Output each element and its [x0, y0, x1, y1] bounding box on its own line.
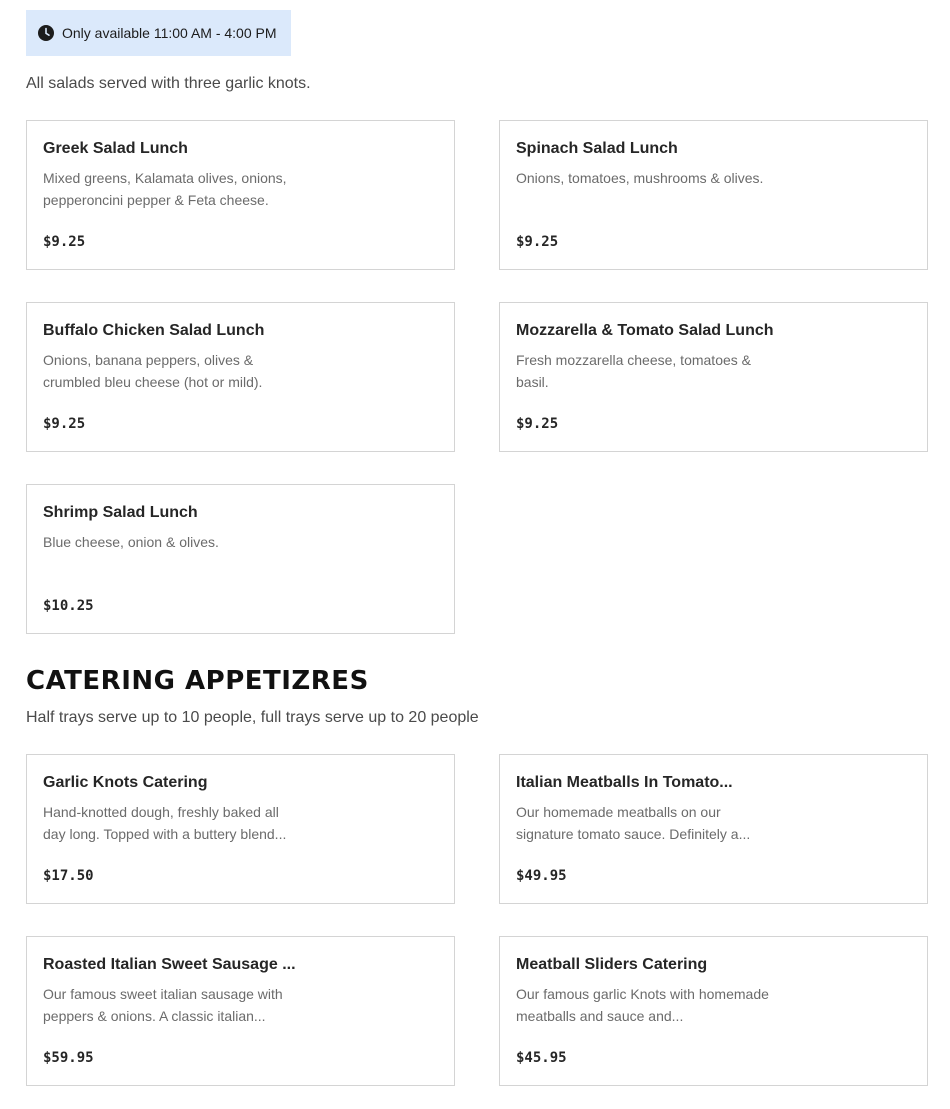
- section-title: CATERING APPETIZRES: [26, 666, 369, 696]
- menu-item-title: Mozzarella & Tomato Salad Lunch: [516, 322, 774, 339]
- menu-item-price: $17.50: [43, 868, 94, 884]
- menu-item-card[interactable]: [499, 120, 928, 270]
- menu-item-description: Our homemade meatballs on our signature tomato sauce. Definitely a...: [516, 804, 751, 842]
- menu-item-title: Shrimp Salad Lunch: [43, 504, 198, 521]
- menu-item-card[interactable]: [26, 936, 455, 1086]
- availability-text: Only available 11:00 AM - 4:00 PM: [62, 25, 277, 41]
- menu-item-card[interactable]: [26, 302, 455, 452]
- menu-item-price: $49.95: [516, 868, 567, 884]
- menu-item-title: Meatball Sliders Catering: [516, 956, 708, 973]
- menu-item-card[interactable]: [499, 302, 928, 452]
- menu-item-price: $9.25: [516, 416, 559, 432]
- menu-item-price: $9.25: [43, 416, 86, 432]
- menu-item-description: Fresh mozzarella cheese, tomatoes & basil.: [516, 352, 751, 390]
- menu-item-title: Spinach Salad Lunch: [516, 140, 678, 157]
- menu-item-title: Garlic Knots Catering: [43, 774, 208, 791]
- menu-item-title: Buffalo Chicken Salad Lunch: [43, 322, 265, 339]
- menu-item-price: $45.95: [516, 1050, 567, 1066]
- clock-icon: [38, 25, 54, 41]
- menu-item-description: Blue cheese, onion & olives.: [43, 534, 219, 550]
- menu-item-card[interactable]: [499, 754, 928, 904]
- menu-item-price: $59.95: [43, 1050, 94, 1066]
- menu-item-card[interactable]: [26, 484, 455, 634]
- menu-item-description: Our famous sweet italian sausage with peppers & onions. A classic italian...: [43, 986, 283, 1024]
- menu-item-description: Onions, tomatoes, mushrooms & olives.: [516, 170, 764, 186]
- salads-note: All salads served with three garlic knots.: [26, 75, 311, 92]
- menu-item-price: $10.25: [43, 598, 94, 614]
- menu-item-description: Onions, banana peppers, olives & crumbled bleu cheese (hot or mild).: [43, 352, 263, 390]
- menu-item-title: Roasted Italian Sweet Sausage ...: [43, 956, 296, 973]
- menu-item-title: Greek Salad Lunch: [43, 140, 188, 157]
- menu-item-title: Italian Meatballs In Tomato...: [516, 774, 733, 791]
- menu-item-price: $9.25: [516, 234, 559, 250]
- menu-item-card[interactable]: [499, 936, 928, 1086]
- menu-item-card[interactable]: [26, 120, 455, 270]
- menu-item-price: $9.25: [43, 234, 86, 250]
- availability-banner: [26, 10, 291, 56]
- menu-item-description: Mixed greens, Kalamata olives, onions, pepperoncini pepper & Feta cheese.: [43, 170, 287, 208]
- menu-item-description: Hand-knotted dough, freshly baked all day long. Topped with a buttery blend...: [43, 804, 287, 842]
- catering-note: Half trays serve up to 10 people, full trays serve up to 20 people: [26, 709, 479, 726]
- menu-item-card[interactable]: [26, 754, 455, 904]
- menu-item-description: Our famous garlic Knots with homemade meatballs and sauce and...: [516, 986, 769, 1024]
